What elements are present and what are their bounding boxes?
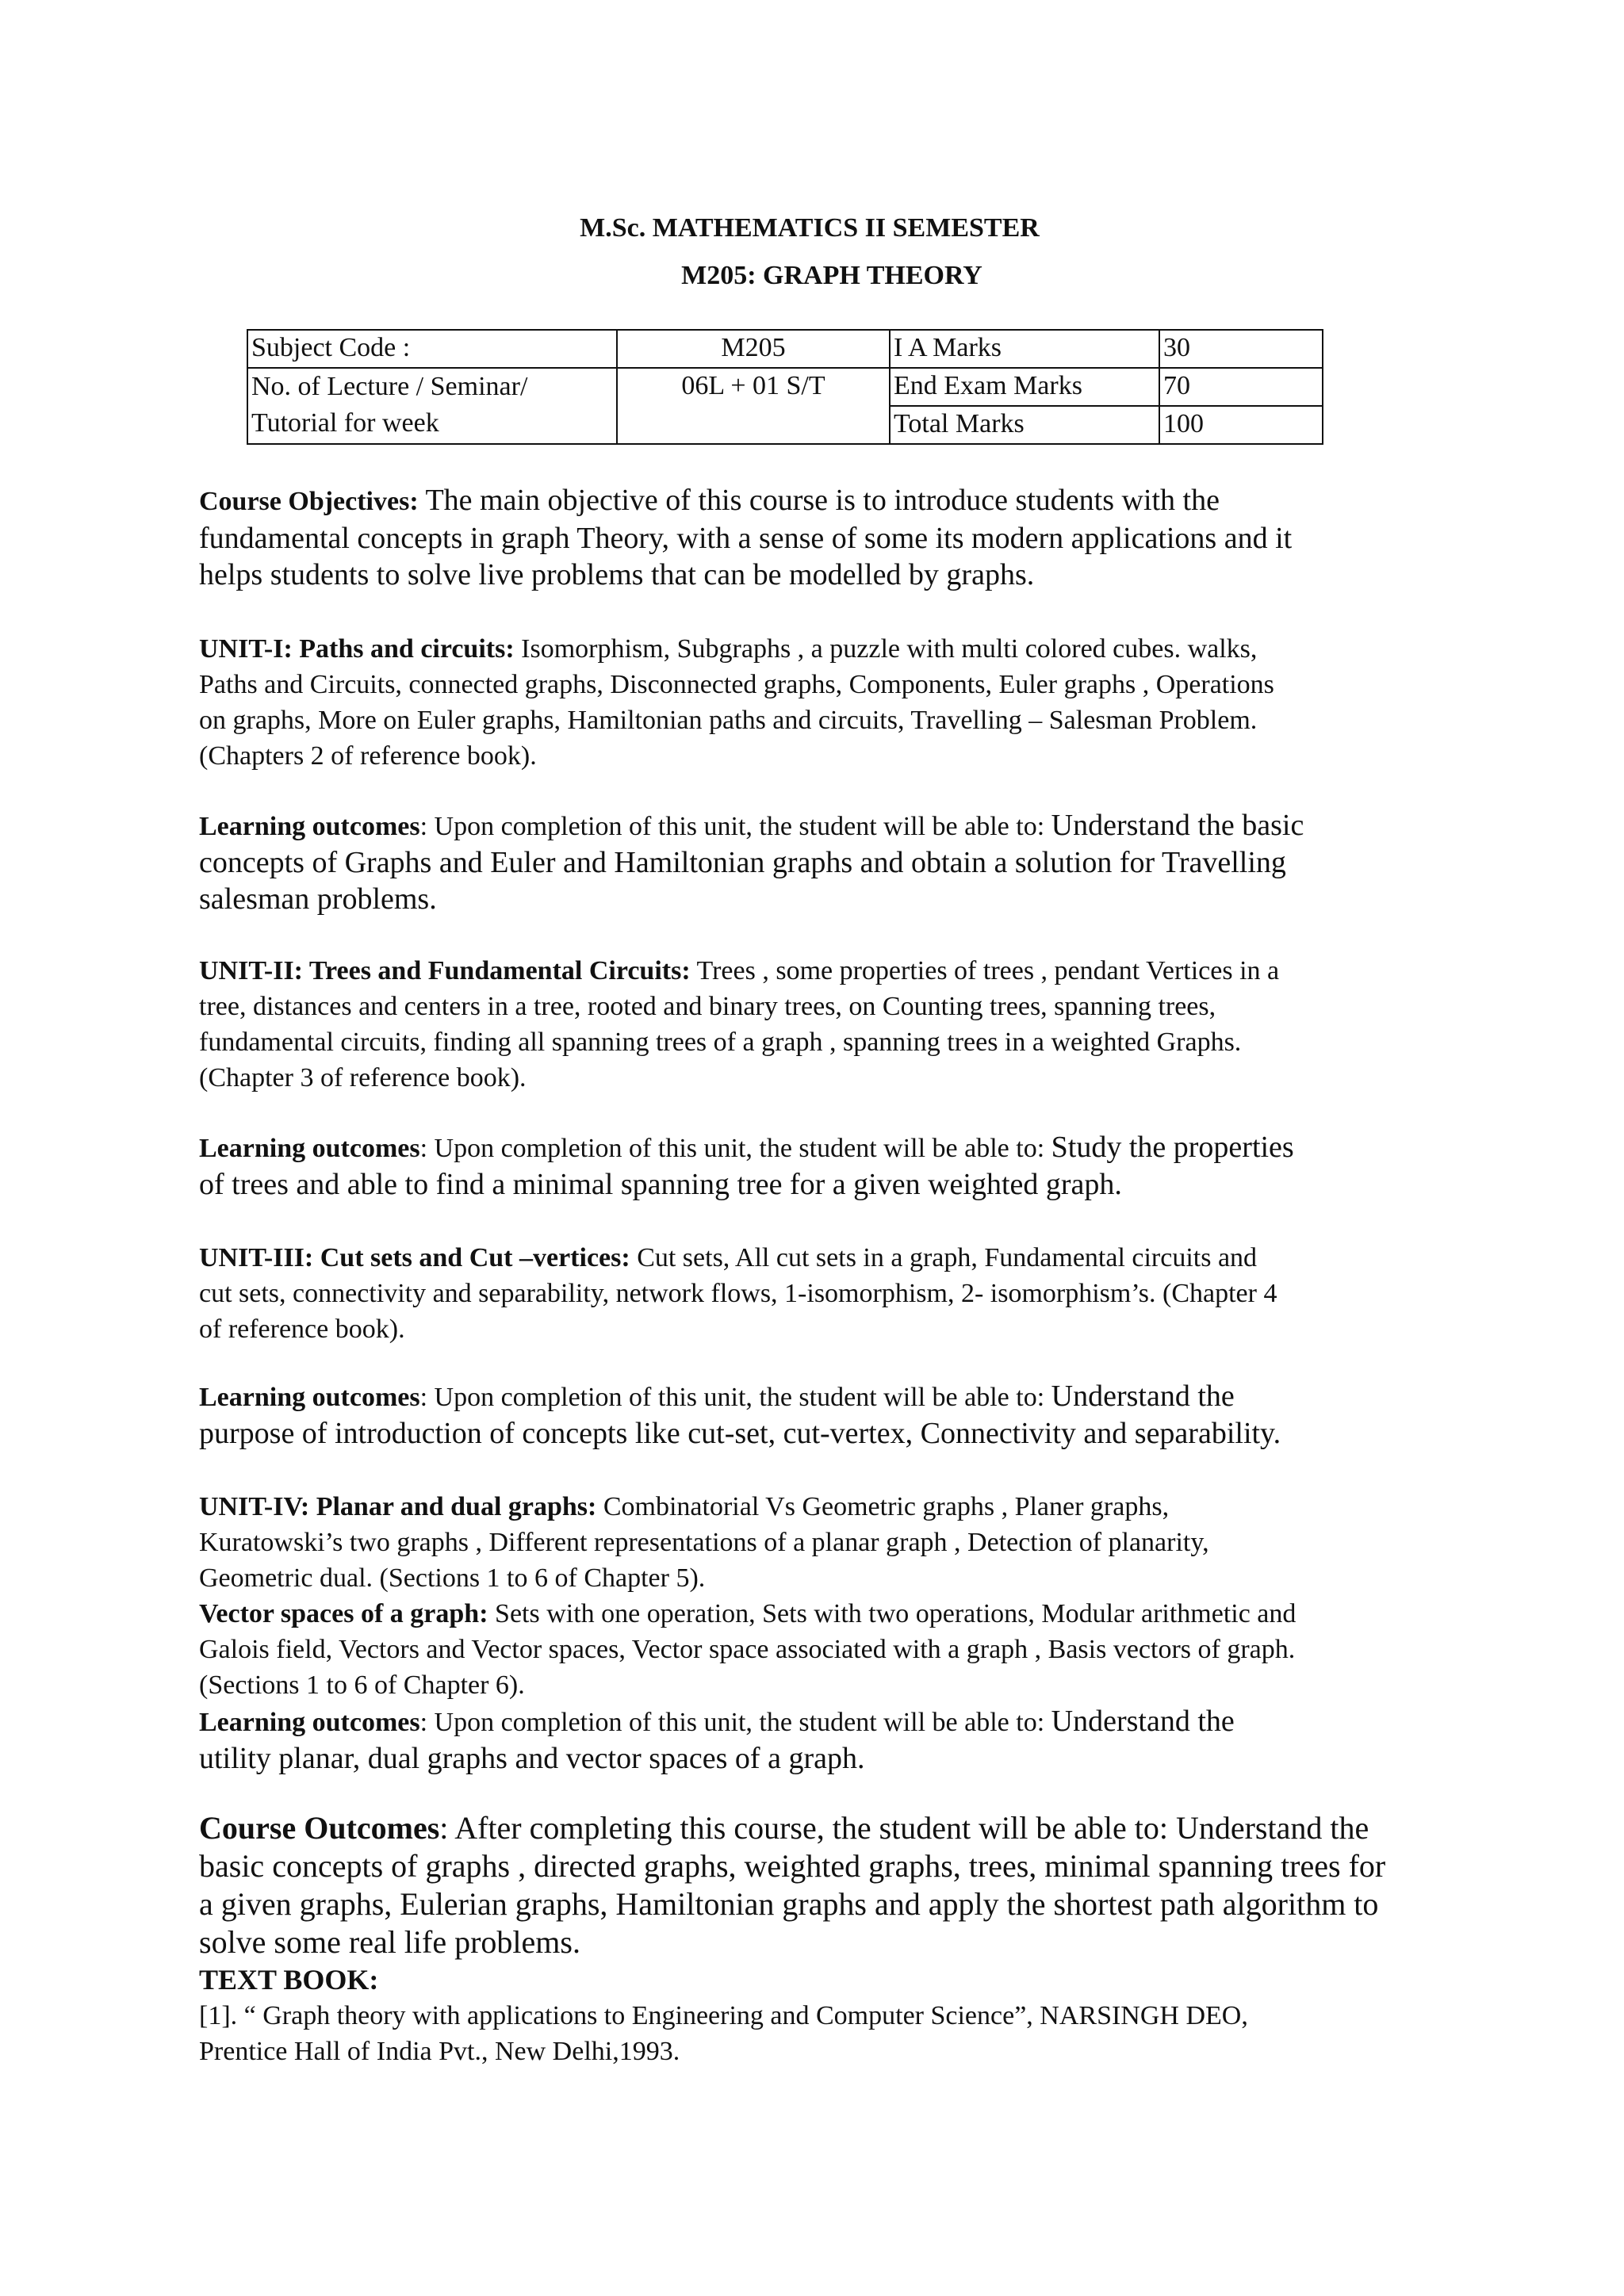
- learning-outcomes-label: Learning outcomes: [199, 812, 420, 841]
- table-row: [247, 368, 1323, 406]
- unit-4-text: Combinatorial Vs Geometric graphs , Planer graphs,: [596, 1492, 1170, 1521]
- learning-outcomes-text: : Upon completion of this unit, the student will be able to:: [419, 812, 1051, 841]
- learning-outcomes-3: [199, 1378, 1452, 1452]
- course-outcomes: [199, 1809, 1452, 1961]
- unit-1-line: Paths and Circuits, connected graphs, Disconnected graphs, Components, Euler graphs , Operations: [199, 670, 1274, 699]
- learning-outcomes-text: : Upon completion of this unit, the student will be able to:: [419, 1708, 1051, 1737]
- course-objectives-line: fundamental concepts in graph Theory, with a sense of some its modern applications and it: [199, 522, 1293, 555]
- learning-outcomes-4: [199, 1703, 1452, 1777]
- learning-outcomes-line: of trees and able to find a minimal spanning tree for a given weighted graph.: [199, 1168, 1122, 1201]
- text-book-reference: Prentice Hall of India Pvt., New Delhi,1993.: [199, 2037, 680, 2066]
- total-marks-label: Total Marks: [890, 406, 1159, 444]
- unit-1-title: UNIT-I: Paths and circuits:: [199, 634, 515, 664]
- course-objectives-text: The main objective of this course is to introduce students with the: [418, 484, 1220, 517]
- unit-2-line: (Chapter 3 of reference book).: [199, 1063, 527, 1093]
- learning-outcomes-text: Study the properties: [1051, 1131, 1294, 1164]
- learning-outcomes-text: : Upon completion of this unit, the student will be able to:: [419, 1134, 1051, 1163]
- vector-spaces-text: Sets with one operation, Sets with two operations, Modular arithmetic and: [488, 1599, 1297, 1628]
- course-outcomes-line: solve some real life problems.: [199, 1924, 580, 1960]
- course-outcomes-line: a given graphs, Eulerian graphs, Hamiltonian graphs and apply the shortest path algorithm to: [199, 1886, 1379, 1922]
- learning-outcomes-text: Understand the basic: [1051, 809, 1304, 842]
- course-title: M205: GRAPH THEORY: [681, 261, 982, 290]
- unit-1-text: Isomorphism, Subgraphs , a puzzle with multi colored cubes. walks,: [514, 634, 1258, 664]
- ia-marks-value: 30: [1159, 330, 1323, 368]
- lecture-label-line2: Tutorial for week: [251, 408, 439, 438]
- total-marks-value: 100: [1159, 406, 1323, 444]
- text-book-section: [199, 1961, 1452, 2069]
- text-book-reference: [1]. “ Graph theory with applications to Engineering and Computer Science”, NARSINGH DEO,: [199, 2001, 1248, 2030]
- unit-4-line: Geometric dual. (Sections 1 to 6 of Chapter 5).: [199, 1563, 706, 1593]
- learning-outcomes-text: : Upon completion of this unit, the student will be able to:: [419, 1383, 1051, 1412]
- learning-outcomes-text: Understand the: [1051, 1380, 1235, 1413]
- learning-outcomes-2: [199, 1129, 1452, 1203]
- lecture-label-line1: No. of Lecture / Seminar/: [251, 372, 528, 401]
- unit-1-line: (Chapters 2 of reference book).: [199, 741, 537, 771]
- learning-outcomes-line: concepts of Graphs and Euler and Hamiltonian graphs and obtain a solution for Travelling: [199, 846, 1286, 879]
- course-outcomes-label: Course Outcomes: [199, 1810, 440, 1846]
- course-objectives: [199, 482, 1452, 593]
- learning-outcomes-label: Learning outcomes: [199, 1708, 420, 1737]
- unit-2-text: Trees , some properties of trees , pendant Vertices in a: [690, 956, 1280, 985]
- subject-code-value: M205: [617, 330, 890, 368]
- vector-spaces-title: Vector spaces of a graph:: [199, 1599, 488, 1628]
- lecture-value: 06L + 01 S/T: [617, 368, 890, 444]
- course-objectives-line: helps students to solve live problems that can be modelled by graphs.: [199, 558, 1035, 591]
- program-heading: M.Sc. MATHEMATICS II SEMESTER: [580, 213, 1040, 243]
- vector-spaces-line: (Sections 1 to 6 of Chapter 6).: [199, 1670, 525, 1700]
- end-exam-label: End Exam Marks: [890, 368, 1159, 406]
- learning-outcomes-line: utility planar, dual graphs and vector spaces of a graph.: [199, 1742, 865, 1775]
- unit-3-line: of reference book).: [199, 1314, 405, 1344]
- lecture-label-cell: [247, 368, 617, 444]
- end-exam-value: 70: [1159, 368, 1323, 406]
- unit-2-section: [199, 953, 1452, 1096]
- text-book-heading: TEXT BOOK:: [199, 1964, 379, 1996]
- learning-outcomes-label: Learning outcomes: [199, 1134, 420, 1163]
- learning-outcomes-line: salesman problems.: [199, 882, 437, 916]
- course-outcomes-line: basic concepts of graphs , directed graphs, weighted graphs, trees, minimal spanning trees for: [199, 1848, 1386, 1884]
- unit-3-line: cut sets, connectivity and separability, network flows, 1-isomorphism, 2- isomorphism’s. (Chapter 4: [199, 1279, 1277, 1308]
- course-objectives-label: Course Objectives:: [199, 487, 419, 516]
- unit-2-title: UNIT-II: Trees and Fundamental Circuits:: [199, 956, 691, 985]
- unit-4-line: Kuratowski’s two graphs , Different representations of a planar graph , Detection of planarity,: [199, 1528, 1209, 1557]
- unit-3-title: UNIT-III: Cut sets and Cut –vertices:: [199, 1243, 630, 1272]
- course-info-table: [247, 329, 1323, 445]
- unit-1-section: [199, 631, 1452, 774]
- unit-1-line: on graphs, More on Euler graphs, Hamiltonian paths and circuits, Travelling – Salesman Problem.: [199, 706, 1258, 735]
- unit-4-section: [199, 1489, 1452, 1596]
- course-outcomes-text: : After completing this course, the student will be able to: Understand the: [439, 1810, 1369, 1846]
- vector-spaces-line: Galois field, Vectors and Vector spaces, Vector space associated with a graph , Basis vectors of graph.: [199, 1635, 1296, 1664]
- unit-2-line: tree, distances and centers in a tree, rooted and binary trees, on Counting trees, spanning trees,: [199, 992, 1216, 1021]
- ia-marks-label: I A Marks: [890, 330, 1159, 368]
- learning-outcomes-line: purpose of introduction of concepts like cut-set, cut-vertex, Connectivity and separability.: [199, 1417, 1281, 1450]
- subject-code-label: Subject Code :: [247, 330, 617, 368]
- vector-spaces-section: [199, 1596, 1452, 1703]
- table-row: [247, 330, 1323, 368]
- unit-3-section: [199, 1240, 1452, 1347]
- unit-3-text: Cut sets, All cut sets in a graph, Fundamental circuits and: [630, 1243, 1258, 1272]
- unit-2-line: fundamental circuits, finding all spanning trees of a graph , spanning trees in a weighted Graphs.: [199, 1027, 1242, 1057]
- unit-4-title: UNIT-IV: Planar and dual graphs:: [199, 1492, 597, 1521]
- learning-outcomes-text: Understand the: [1051, 1705, 1235, 1738]
- learning-outcomes-1: [199, 807, 1452, 917]
- learning-outcomes-label: Learning outcomes: [199, 1383, 420, 1412]
